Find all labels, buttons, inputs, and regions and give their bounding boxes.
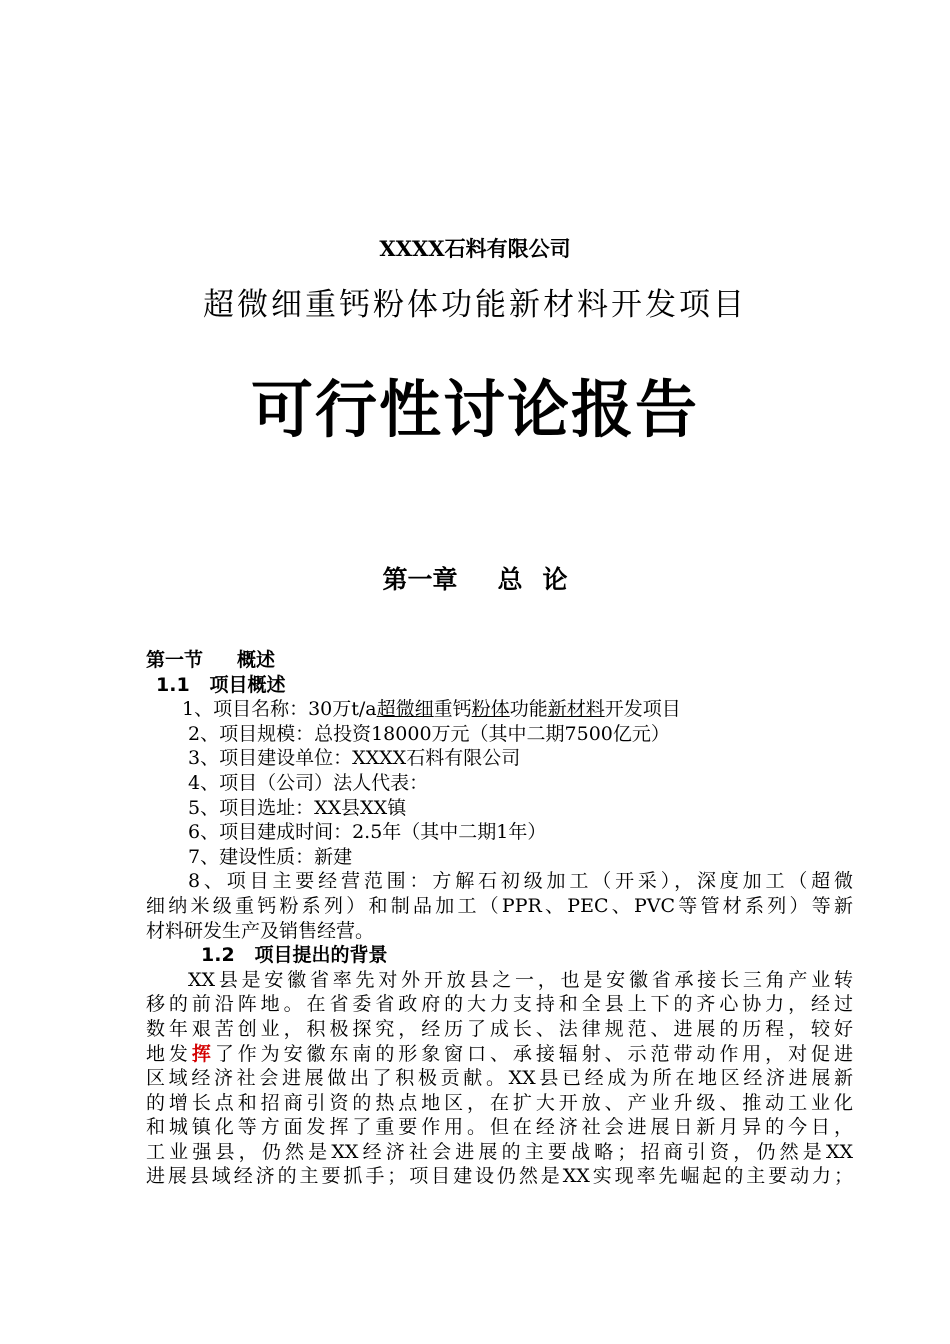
list-item: 6、项目建成时间：2.5年（其中二期1年） (188, 821, 547, 844)
paragraph-text: 了作为安徽东南的形象窗口、承接辐射、示范带动作用，对促进 (214, 1042, 853, 1065)
paragraph-line: 区域经济社会进展做出了积极贡献。XX县已经成为所在地区经济进展新 (146, 1067, 853, 1090)
subsection-number: 1.2 (201, 944, 235, 967)
chapter-number: 第一章 (382, 565, 458, 594)
section-heading (146, 648, 853, 673)
body-text (146, 648, 853, 1189)
section-number: 第一节 (146, 649, 204, 671)
list-item-continuation: 材料研发生产及销售经营。 (146, 919, 375, 942)
list-item: 7、建设性质：新建 (188, 845, 353, 868)
list-item: 3、项目建设单位：XXXX石料有限公司 (188, 747, 521, 770)
item-text: 1、项目名称：30万t/a (182, 698, 377, 721)
item-text: 功能 (509, 698, 548, 721)
paragraph-line: 进展县域经济的主要抓手；项目建设仍然是XX实现率先崛起的主要动力； (146, 1165, 853, 1188)
report-title: 可行性讨论报告 (250, 373, 699, 446)
list-item: 4、项目（公司）法人代表： (188, 771, 429, 794)
subsection-title: 项目概述 (209, 673, 286, 696)
highlighted-character: 挥 (191, 1042, 215, 1065)
paragraph-line: XX县是安徽省率先对外开放县之一，也是安徽省承接长三角产业转 (188, 968, 853, 991)
paragraph-line: 数年艰苦创业，积极探究，经历了成长、法律规范、进展的历程，较好 (146, 1017, 853, 1040)
paragraph-line: 工业强县，仍然是XX经济社会进展的主要战略；招商引资，仍然是XX (146, 1140, 853, 1163)
underlined-text: 粉体 (471, 698, 510, 721)
section-title: 概述 (237, 649, 276, 671)
list-item: 2、项目规模：总投资18000万元（其中二期7500亿元） (188, 722, 670, 745)
company-name: XXXX石料有限公司 (379, 236, 571, 261)
subsection-number: 1.1 (156, 673, 190, 696)
list-item: 5、项目选址：XX县XX镇 (188, 796, 407, 819)
paragraph-line: 移的前沿阵地。在省委省政府的大力支持和全县上下的齐心协力，经过 (146, 993, 853, 1016)
subsection-heading-1-1 (146, 673, 853, 698)
chapter-title-second: 论 (542, 565, 568, 594)
paragraph-line: 的增长点和招商引资的热点地区，在扩大开放、产业升级、推动工业化 (146, 1091, 853, 1114)
item-text: 重钙 (433, 698, 472, 721)
paragraph-line: 和城镇化等方面发挥了重要作用。但在经济社会进展日新月异的今日， (146, 1116, 853, 1139)
chapter-heading (0, 560, 950, 596)
underlined-text: 新材料 (547, 698, 605, 721)
subsection-heading-1-2 (146, 943, 853, 968)
project-title: 超微细重钙粉体功能新材料开发项目 (203, 287, 747, 323)
paragraph-line (146, 1042, 853, 1067)
list-item-continuation: 细纳米级重钙粉系列）和制品加工（PPR、PEC、PVC等管材系列）等新 (146, 894, 853, 917)
item-text: 开发项目 (604, 698, 681, 721)
subsection-title: 项目提出的背景 (254, 944, 388, 967)
list-item: 8、项目主要经营范围：方解石初级加工（开采），深度加工（超微 (188, 870, 853, 893)
chapter-title-first: 总 (497, 565, 523, 594)
list-item (146, 697, 853, 722)
paragraph-text: 地发 (146, 1042, 192, 1065)
underlined-text: 超微细 (376, 698, 434, 721)
